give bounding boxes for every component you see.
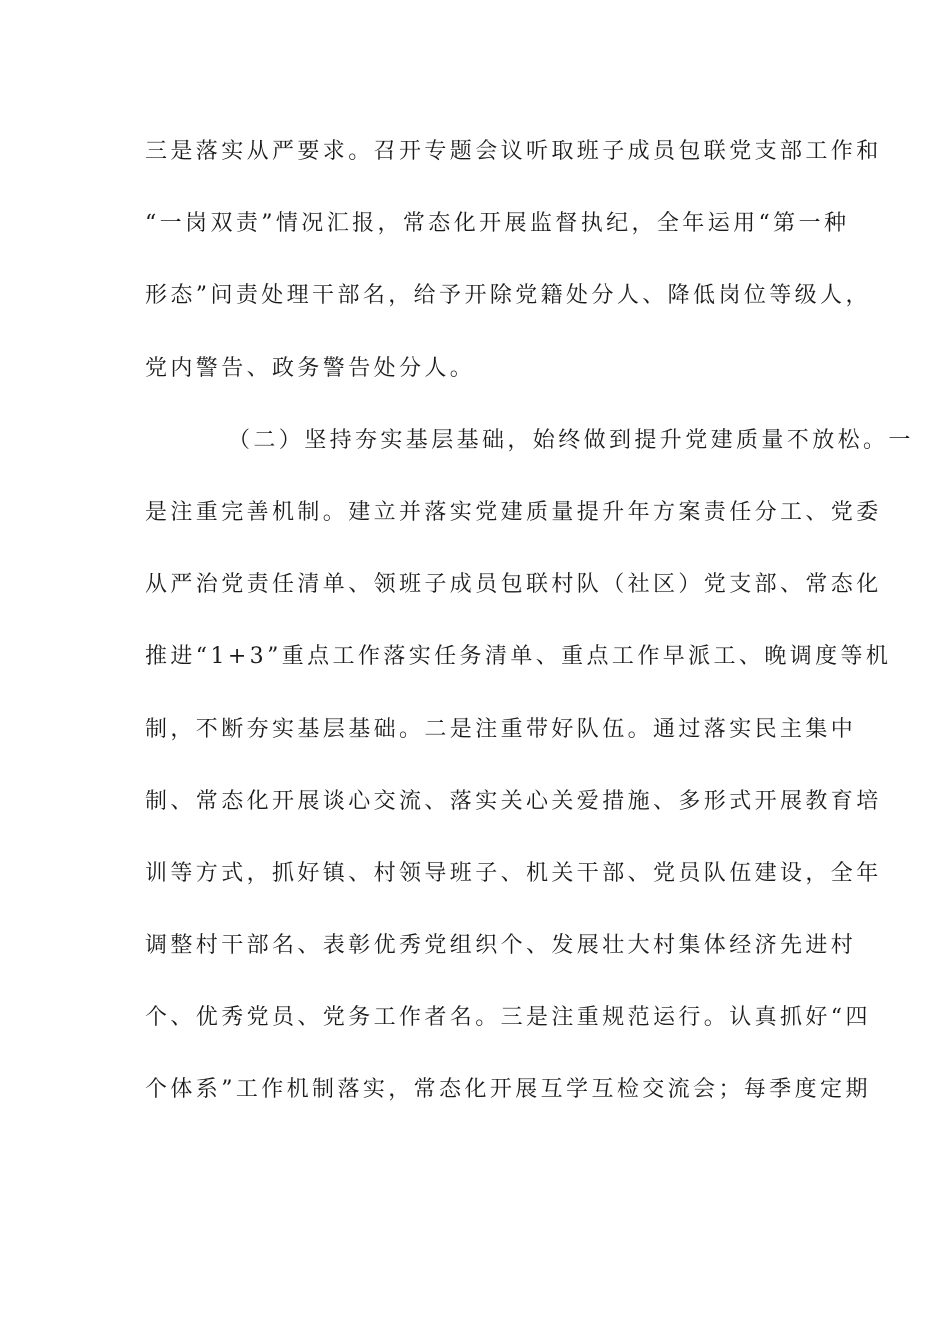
- text-line: 训等方式，抓好镇、村领导班子、机关干部、党员队伍建设，全年: [145, 860, 882, 886]
- text-line: 个、优秀党员、党务工作者名。三是注重规范运行。认真抓好“四: [145, 1005, 871, 1031]
- text-line: 三是落实从严要求。召开专题会议听取班子成员包联党支部工作和: [145, 139, 882, 164]
- text-line: 是注重完善机制。建立并落实党建质量提升年方案责任分工、党委: [145, 499, 882, 525]
- text-line: 个体系”工作机制落实，常态化开展互学互检交流会；每季度定期: [145, 1077, 871, 1103]
- body-text: [145, 129, 914, 1140]
- text-line: 制、常态化开展谈心交流、落实关心关爱措施、多形式开展教育培: [145, 788, 882, 814]
- text-line: 从严治党责任清单、领班子成员包联村队（社区）党支部、常态化: [145, 572, 882, 598]
- section-heading-line: （二）坚持夯实基层基础，始终做到提升党建质量不放松。一: [228, 427, 914, 453]
- text-line: “一岗双责”情况汇报，常态化开展监督执纪，全年运用“第一种: [145, 211, 850, 237]
- text-line: 调整村干部名、表彰优秀党组织个、发展壮大村集体经济先进村: [145, 933, 857, 959]
- text-line: 推进“1+3”重点工作落实任务清单、重点工作早派工、晚调度等机: [145, 644, 892, 670]
- text-line: 制，不断夯实基层基础。二是注重带好队伍。通过落实民主集中: [145, 716, 857, 742]
- text-line: 形态”问责处理干部名，给予开除党籍处分人、降低岗位等级人，: [145, 283, 871, 309]
- text-line: 党内警告、政务警告处分人。: [145, 355, 476, 381]
